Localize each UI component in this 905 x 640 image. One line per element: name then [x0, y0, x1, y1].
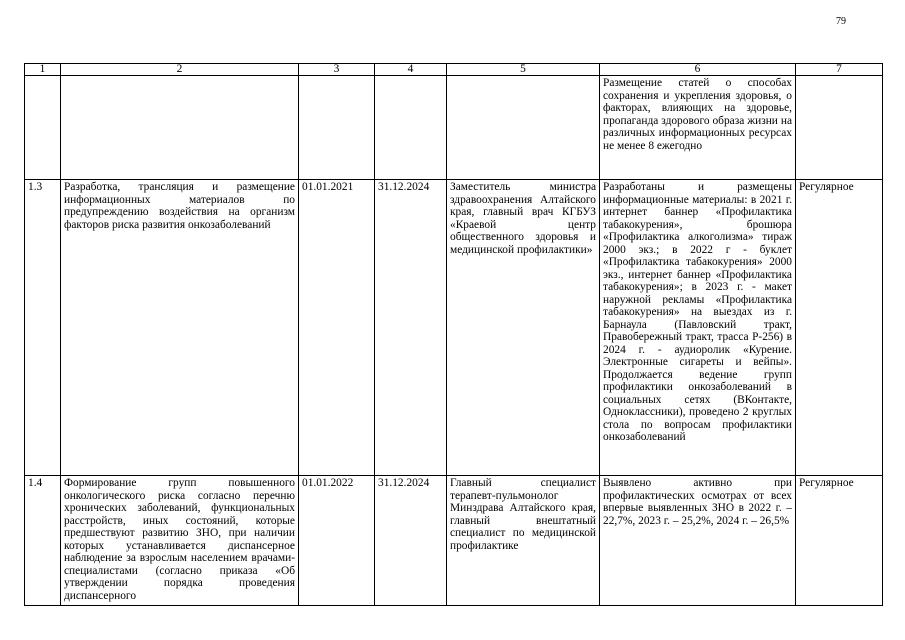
start-date-cell: 01.01.2022	[299, 476, 375, 606]
start-date-cell	[299, 76, 375, 180]
result-cell: Разработаны и размещены информационные материалы: в 2021 г. интернет баннер «Профилактика табакокурения», брошюра «Профилактика алкоголизма» тираж 2000 экз.; в 2022 г - буклет «Профилактика табакокурения» 2000 экз., интернет баннер «Профилактика табакокурения»; в 2023 г. - макет наружной рекламы «Профилактика табакокурения» на выездах из г. Барнаула (Павловский тракт, Правобережный тракт, трасса Р-256) в 2024 г. - аудиоролик «Курение. Электронные сигареты и вейпы». Продолжается ведение групп профилактики онкозаболеваний в социальных сетях (ВКонтакте, Одноклассники), проведено 2 круглых стола по вопросам профилактики онкозаболеваний	[600, 180, 796, 476]
page-number: 79	[836, 16, 846, 27]
end-date-cell: 31.12.2024	[375, 476, 447, 606]
column-header: 5	[447, 64, 600, 76]
table-row	[25, 476, 883, 606]
task-cell: Формирование групп повышенного онкологического риска согласно перечню хронических заболеваний, функциональных расстройств, иных состояний, которые предшествуют развитию ЗНО, при наличии которых устанавливается диспансерное наблюдение за взрослым населением врачами-специалистами (согласно приказа «Об утверждении порядка проведения диспансерного	[61, 476, 299, 606]
table-row	[25, 76, 883, 180]
header-row	[25, 64, 883, 76]
result-cell: Выявлено активно при профилактических осмотрах от всех впервые выявленных ЗНО в 2022 г. – 22,7%, 2023 г. – 25,2%, 2024 г. – 26,5%	[600, 476, 796, 606]
column-header: 1	[25, 64, 61, 76]
end-date-cell: 31.12.2024	[375, 180, 447, 476]
status-cell: Регулярное	[796, 476, 883, 606]
row-number: 1.4	[25, 476, 61, 606]
measures-table	[24, 63, 883, 606]
column-header: 4	[375, 64, 447, 76]
column-header: 2	[61, 64, 299, 76]
row-number: 1.3	[25, 180, 61, 476]
column-header: 3	[299, 64, 375, 76]
column-header: 6	[600, 64, 796, 76]
task-cell: Разработка, трансляция и размещение информационных материалов по предупреждению воздействия на организм факторов риска развития онкозаболеваний	[61, 180, 299, 476]
start-date-cell: 01.01.2021	[299, 180, 375, 476]
task-cell	[61, 76, 299, 180]
end-date-cell	[375, 76, 447, 180]
column-header: 7	[796, 64, 883, 76]
table-row	[25, 180, 883, 476]
status-cell: Регулярное	[796, 180, 883, 476]
responsible-cell	[447, 76, 600, 180]
row-number	[25, 76, 61, 180]
responsible-cell: Заместитель министра здравоохранения Алтайского края, главный врач КГБУЗ «Краевой центр общественного здоровья и медицинской профилактики»	[447, 180, 600, 476]
status-cell	[796, 76, 883, 180]
result-cell: Размещение статей о способах сохранения и укрепления здоровья, о факторах, влияющих на здоровье, пропаганда здорового образа жизни на различных информационных ресурсах не менее 8 ежегодно	[600, 76, 796, 180]
responsible-cell: Главный специалист терапевт-пульмонолог Минздрава Алтайского края, главный внештатный специалист по медицинской профилактике	[447, 476, 600, 606]
